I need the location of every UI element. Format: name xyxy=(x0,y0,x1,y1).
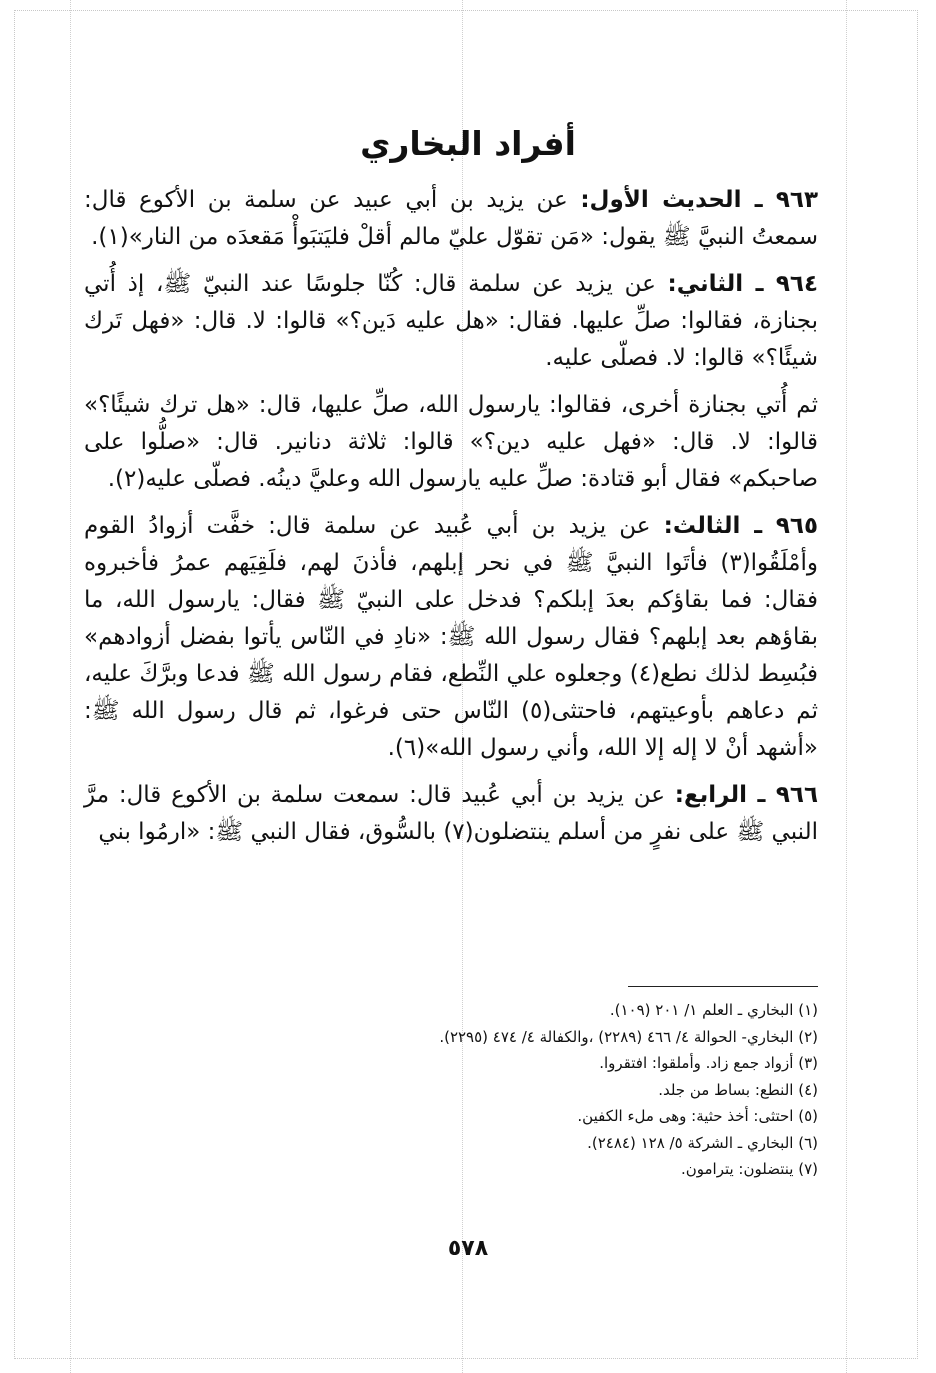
hadith-text: عن يزيد عن سلمة قال: كُنّا جلوسًا عند النبيّ ﷺ، إذ أُتي بجنازة، فقالوا: صلِّ عليها. فقال: «هل عليه دَين؟» قالوا: لا. قال: «فهل تَرك شيئًا؟» قالوا: لا. فصلّى عليه. xyxy=(84,271,818,371)
hadith-heading: ٩٦٥ ـ الثالث: xyxy=(663,513,818,539)
hadith-body xyxy=(84,182,818,861)
scan-guide-line xyxy=(70,0,71,1373)
hadith-963 xyxy=(84,182,818,256)
hadith-text: ثم أُتي بجنازة أخرى، فقالوا: يارسول الله، صلِّ عليها، قال: «هل ترك شيئًا؟» قالوا: لا. قال: «فهل عليه دين؟» قالوا: ثلاثة دنانير. قال: «صلُّوا على صاحبكم» فقال أبو قتادة: صلِّ عليه يارسول الله وعليَّ دينُه. فصلّى عليه(٢). xyxy=(84,392,818,492)
hadith-964 xyxy=(84,266,818,377)
footnote-1: (١) البخاري ـ العلم ١/ ٢٠١ (١٠٩). xyxy=(609,1001,818,1019)
hadith-heading: ٩٦٦ ـ الرابع: xyxy=(674,782,819,808)
page-title: أفراد البخاري xyxy=(360,124,576,163)
page-number: ٥٧٨ xyxy=(447,1236,489,1261)
footnote-list xyxy=(84,997,818,1183)
hadith-964-continued xyxy=(84,387,818,498)
footnote-3: (٣) أزواد جمع زاد. وأملقوا: افتقروا. xyxy=(599,1054,818,1072)
scan-guide-line xyxy=(846,0,847,1373)
footnote-separator xyxy=(628,986,818,987)
footnote-7: (٧) ينتضلون: يترامون. xyxy=(680,1160,818,1178)
hadith-text: عن يزيد بن أبي عبيد عن سلمة بن الأكوع قال: سمعتُ النبيَّ ﷺ يقول: «مَن تقوّل عليّ مالم أقلْ فليَتبَوأْ مَقعدَه من النار»(١). xyxy=(84,187,818,250)
footnotes xyxy=(84,986,818,1183)
hadith-966 xyxy=(84,777,818,851)
footnote-4: (٤) النطع: بساط من جلد. xyxy=(658,1080,818,1099)
hadith-heading: ٩٦٤ ـ الثاني: xyxy=(667,271,818,297)
footnote-5: (٥) احتثى: أخذ حثية: وهى ملء الكفين. xyxy=(577,1107,818,1125)
hadith-heading: ٩٦٣ ـ الحديث الأول: xyxy=(580,187,818,213)
footnote-2: (٢) البخاري- الحوالة ٤/ ٤٦٦ (٢٢٨٩) ،والكفالة ٤/ ٤٧٤ (٢٢٩٥). xyxy=(439,1027,818,1046)
hadith-965 xyxy=(84,508,818,767)
hadith-text: عن يزيد بن أبي عُبيد عن سلمة قال: خفَّت أزوادُ القوم وأمْلَقُوا(٣) فأتَوا النبيَّ ﷺ في نحر إبلهم، فأذنَ لهم، فلَقِيَهم عمرُ فأخبروه فقال: فما بقاؤكم بعدَ إبلكم؟ فدخل على النبيّ ﷺ فقال: يارسول الله، ما بقاؤهم بعد إبلهم؟ فقال رسول الله ﷺ: «نادِ في النّاس يأتوا بفضل أزوادهم» فبُسِط لذلك نطع(٤) وجعلوه علي النِّطع، فقام رسول الله ﷺ فدعا وبرَّكَ عليه، ثم دعاهم بأوعيتهم، فاحتثى(٥) النّاس حتى فرغوا، ثم قال رسول الله ﷺ: «أشهد أنْ لا إله إلا الله، وأني رسول الله»(٦). xyxy=(84,513,819,761)
hadith-text: عن يزيد بن أبي عُبيد قال: سمعت سلمة بن الأكوع قال: مرَّ النبي ﷺ على نفرٍ من أسلم ينتضلون(٧) بالسُّوق، فقال النبي ﷺ: «ارمُوا بني xyxy=(84,782,818,845)
footnote-6: (٦) البخاري ـ الشركة ٥/ ١٢٨ (٢٤٨٤). xyxy=(587,1133,818,1152)
